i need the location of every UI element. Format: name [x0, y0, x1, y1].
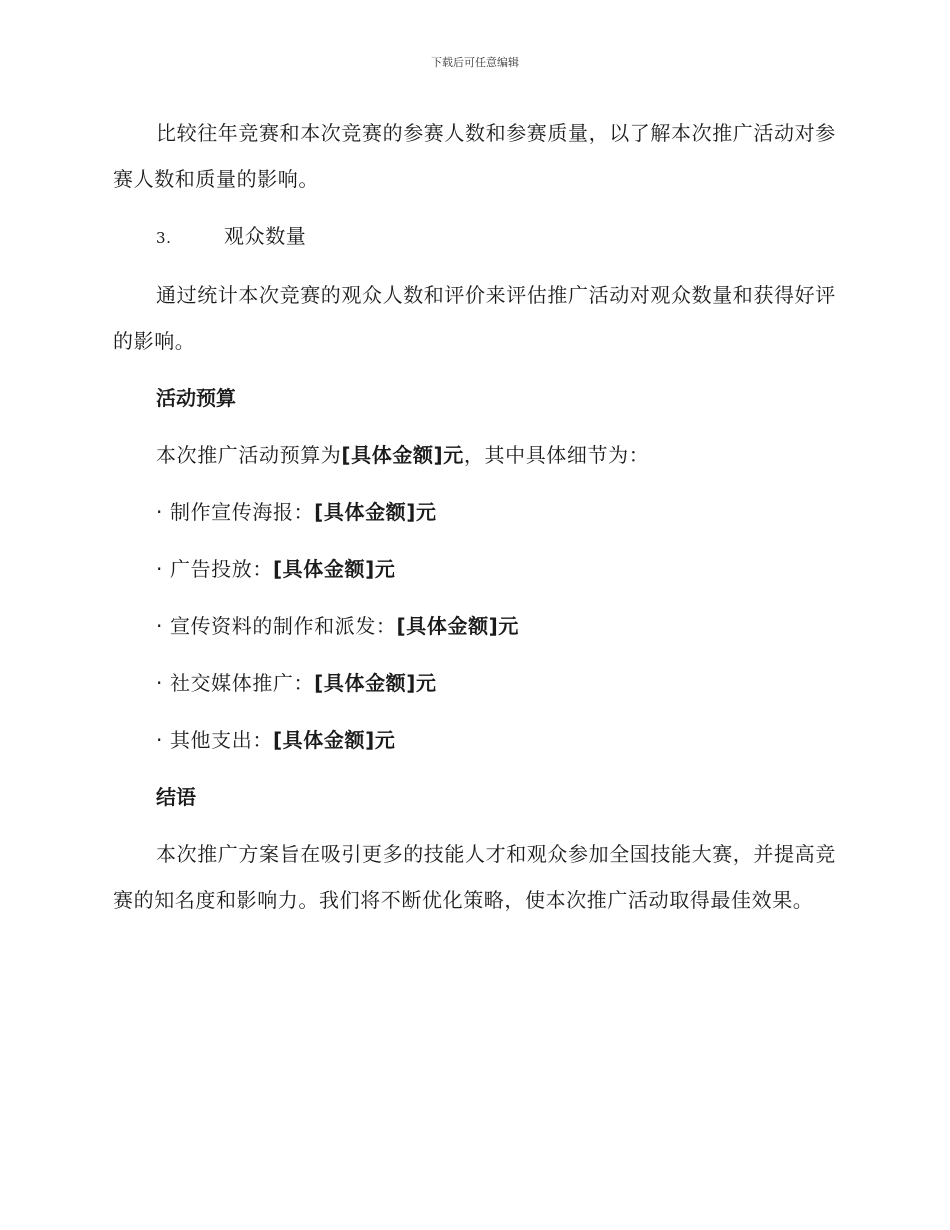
budget-intro-suffix: ，其中具体细节为： [463, 443, 650, 467]
paragraph-audience: 通过统计本次竞赛的观众人数和评价来评估推广活动对观众数量和获得好评的影响。 [113, 283, 836, 353]
bullet-mark: · [156, 728, 163, 752]
bullet-mark: · [156, 671, 163, 695]
bullet-mark: · [156, 557, 163, 581]
budget-item-label: 社交媒体推广： [169, 671, 315, 695]
budget-item [113, 660, 838, 706]
paragraph-compare: 比较往年竞赛和本次竞赛的参赛人数和参赛质量，以了解本次推广活动对参赛人数和质量的影响。 [113, 121, 836, 191]
section-heading-budget: 活动预算 [156, 386, 236, 410]
section-heading-conclusion: 结语 [156, 785, 196, 809]
budget-item-label: 广告投放： [169, 557, 273, 581]
budget-intro-prefix: 本次推广活动预算为 [156, 443, 342, 467]
paragraph-conclusion: 本次推广方案旨在吸引更多的技能人才和观众参加全国技能大赛，并提高竞赛的知名度和影响力。我们将不断优化策略，使本次推广活动取得最佳效果。 [113, 842, 836, 912]
budget-item-label: 其他支出： [169, 728, 273, 752]
budget-item-amount: [具体金额]元 [314, 500, 437, 524]
page-content [113, 110, 838, 923]
page-header: 下载后可任意编辑 [431, 56, 519, 69]
budget-item [113, 717, 838, 763]
budget-item [113, 489, 838, 535]
budget-intro [113, 432, 838, 478]
budget-item-amount: [具体金额]元 [314, 671, 437, 695]
item-number: 3. [156, 229, 172, 247]
budget-item [113, 603, 838, 649]
budget-item-label: 宣传资料的制作和派发： [169, 614, 397, 638]
bullet-mark: · [156, 500, 163, 524]
budget-intro-amount: [具体金额]元 [341, 443, 464, 467]
bullet-mark: · [156, 614, 163, 638]
budget-item-amount: [具体金额]元 [272, 728, 396, 752]
item-label: 观众数量 [224, 224, 307, 248]
budget-item-label: 制作宣传海报： [169, 500, 315, 524]
numbered-item-3 [113, 213, 838, 261]
budget-item-amount: [具体金额]元 [272, 557, 396, 581]
budget-item [113, 546, 838, 592]
budget-item-amount: [具体金额]元 [396, 614, 520, 638]
